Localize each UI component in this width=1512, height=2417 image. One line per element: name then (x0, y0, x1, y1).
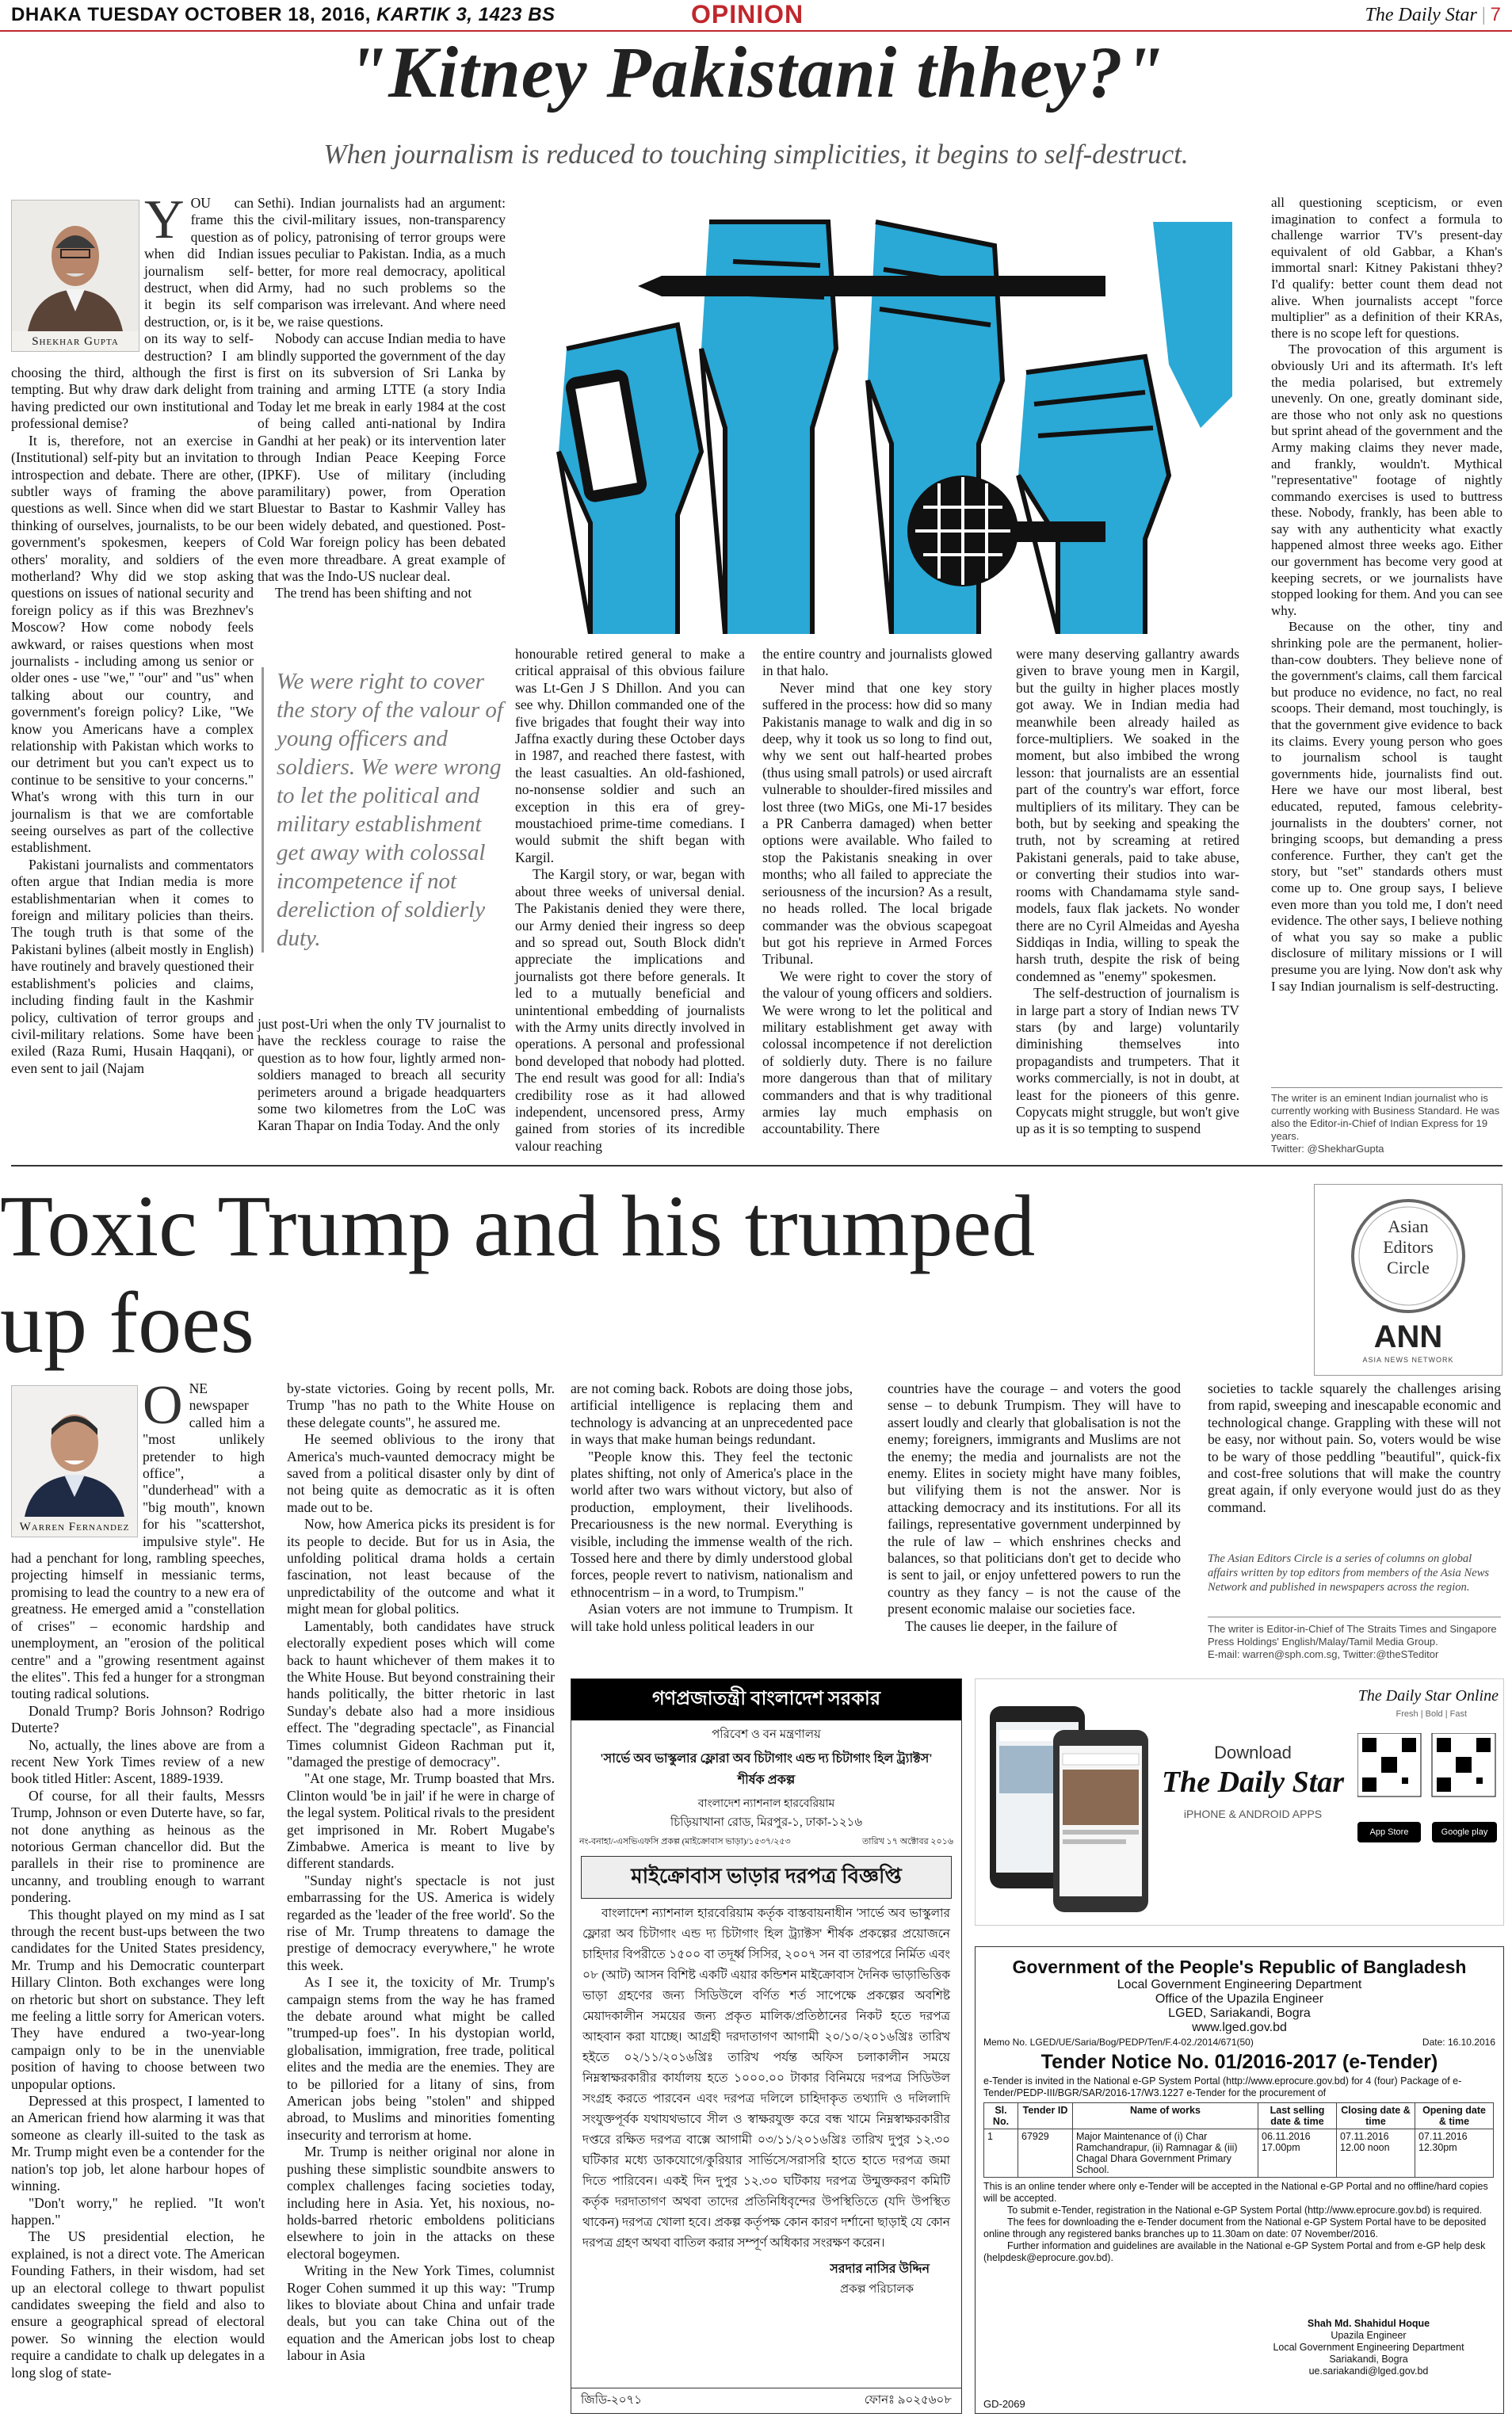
paragraph: Donald Trump? Boris Johnson? Rodrigo Duterte? (11, 1702, 265, 1736)
article2-headline (0, 1178, 1035, 1371)
ad-project: 'সার্ভে অব ভাস্কুলার ফ্লোরা অব চিটাগাং এন্ড দ্য চিটাগাং হিল ট্র্যাক্টস' (600, 1752, 933, 1766)
table-cell: 06.11.2016 17.00pm (1258, 2129, 1337, 2178)
paragraph: Writing in the New York Times, columnist Roger Cohen summed it up this way: "Trump likes to bloviate about China and unfair trade deals, but you can take China out of the equation and the American jobs lost to cheap labour in Asia (287, 2262, 555, 2364)
paragraph: Because on the other, tiny and shrinking pole are the permanent, holier-than-cow doubters. They believe none of the government's claims, call them farcical but produce no evidence, no fact, no real scoops. Their demand, most touchingly, is that the government give evidence to back its claims. Every young person who goes to journalism school is taught governments hide, journalists find out. Here we have our most liberal, best educated, reputed, famous celebrity-journalists in the doubters' corner, not bringing scoops, but demanding a press conference. Further, they can't get the story, but "set" standards others must come up to. One group says, I believe even more than you told me, I don't need evidence. The other says, I believe nothing of what you say so make a public disclosure of military missions or I will presume you are lying. Now don't ask why I say Indian journalism is self-destructing. (1271, 619, 1502, 994)
tender-paragraphs (976, 2181, 1503, 2264)
tender-table (983, 2102, 1494, 2178)
masthead-small: The Daily Star | 7 (1365, 4, 1501, 25)
ad-app-name: The Daily Star (1161, 1766, 1345, 1799)
tender-signer: Shah Md. Shahidul Hoque (1307, 2318, 1430, 2329)
note-text: The writer is Editor-in-Chief of The Straits Times and Singapore Press Holdings' English/Malay/Tamil Media Group. (1208, 1623, 1497, 1648)
pull-quote: We were right to cover the story of the valour of young officers and soldiers. We were wrong to let the political and military establishment get away with colossal incompetence if not dereliction of soldierly duty. (262, 667, 508, 953)
fists-illustration (519, 190, 1232, 634)
photo-spacer (11, 1380, 143, 1550)
logo-word: Asian (1388, 1216, 1429, 1236)
paragraph: by-state victories. Going by recent polls, Mr. Trump "has no path to the White House on these delegate counts", he assured me. (287, 1380, 555, 1430)
logo-word: Editors (1383, 1237, 1434, 1257)
paragraph: Nobody can accuse Indian media to have blindly supported the government of the day first on its subversion of Sri Lanka by training and arming LTTE (a story India Today let me break in early 1984 at the cost of being called anti-national by Indira Gandhi at her peak) or its intervention later through Indian Peace Keeping Force (IPKF). Use of military (including paramilitary) power, from Operation Bluestar to Bastar to Kashmir Valley has been widely debated, and questioned. Post-Cold War foreign policy has been debated even more threadbare. A great example of that was the Indo-US nuclear deal. (258, 330, 506, 584)
tender-signer-dept: Local Government Engineering Department (1273, 2342, 1464, 2353)
article1-column-4 (762, 646, 992, 1138)
author-note-gupta (1271, 1092, 1502, 1155)
paragraph: countries have the courage – and voters the good sense – to debunk Trumpism. They will have to assert loudly and clearly that globalisation is not the enemy; foreigners, immigrants and Muslims are not the enemy; the media and journalists are not the enemy. Elites in society might have many foibles, but vilifying them is not the answer. Nor is attacking democracy and its institutions. For all its failings, representative government underpinned by the rule of law – which enshrines checks and balances, so that politicians don't get to decide who is sent to jail, or enjoy unfettered powers to run the country as they fancy – is not the cause of the present economic malaise our societies face. (888, 1380, 1181, 1617)
paragraph: NE newspaper called him a "most unlikely pretender to high office", a "dunderhead" with a "big mouth", known for his "scattershot, impulsive style". He had a penchant for long, rambling speeches, projecting himself in messianic terms, promising to lead the country to a new era of greatness. He emerged amid a "constellation of crises" – economic hardship and unemployment, an "erosion of the political centre" and a "growing resentment against the elites". This fed a hunger for a strongman touting radical solutions. (11, 1380, 265, 1702)
paragraph: Asian voters are not immune to Trumpism. It will take hold unless political leaders in our (571, 1601, 853, 1634)
table-header: Last selling date & time (1258, 2103, 1337, 2129)
paragraph: Mr. Trump is neither original nor alone in pushing these simplistic soundbite answers to complex challenges facing societies today, including here in Asia. Yet, his noxious, no-holds-barred rhetoric emboldens politicians elsewhere to join in the attacks on these electoral bogeymen. (287, 2144, 555, 2262)
article2-column-5 (1208, 1380, 1501, 1516)
paragraph: The trend has been shifting and not (275, 585, 472, 601)
ad-top-banner: গণপ্রজাতন্ত্রী বাংলাদেশ সরকার (571, 1679, 961, 1720)
dropcap: O (143, 1375, 183, 1436)
tender-office: Office of the Upazila Engineer (1155, 1992, 1324, 2006)
article2-column-4 (888, 1380, 1181, 1635)
logo-word: Circle (1387, 1258, 1430, 1277)
byline-fernandez: Warren Fernandez (19, 1521, 130, 1533)
google-play-badge[interactable]: Google play (1432, 1822, 1497, 1842)
ad-bangla-tender (571, 1678, 962, 2414)
paragraph: We were right to cover the story of the valour of young officers and soldiers. We were wrong to let the political and military establishment get away with colossal incompetence if not dereliction of soldierly duty. There is no failure more dangerous than that of military commanders and that is why traditional armies lay much emphasis on accountability. There (762, 968, 992, 1137)
tender-para: To submit e-Tender, registration in the National e-GP System Portal (http://www.eprocure.gov.bd) is required. (1007, 2205, 1483, 2216)
asian-editors-circle-logo (1314, 1184, 1502, 1376)
tender-intro: e-Tender is invited in the National e-GP System Portal (http://www.eprocure.gov.bd) for 4 (four) Package of e-Tender/PEDP-III/BGR/SAR/2016-17/W3.1227 e-Tender for the procurement of (983, 2075, 1462, 2098)
paragraph: "At one stage, Mr. Trump boasted that Mrs. Clinton would 'be in jail' if he were in charge of the legal system. Political rivals to the president get imprisoned in Mr. Robert Mugabe's Zimbabwe. America is meant to live by different standards. (287, 1770, 555, 1872)
ad-lged-tender (975, 1946, 1504, 2414)
tender-signer-email: ue.sariakandi@lged.gov.bd (1308, 2365, 1429, 2377)
ad-app-tagline: Fresh | Bold | Fast (1396, 1709, 1467, 1719)
article1-column-6 (1271, 195, 1502, 995)
ad-footer (571, 2388, 961, 2413)
paragraph: No, actually, the lines above are from a recent New York Times review of a new book titled Hitler: Ascent, 1889-1939. (11, 1736, 265, 1787)
paragraph: The US presidential election, he explained, is not a direct vote. The American Founding Fathers, in their wisdom, had set up an electoral college to thwart populist candidates sweeping the field and also to ensure a geographical spread of electoral power. So winning the election would require a candidate to chalk up delegates in a long slog of state- (11, 2228, 265, 2381)
headline-line: Toxic Trump and his trumped (0, 1178, 1036, 1274)
paragraph: the entire country and journalists glowed in that halo. (762, 646, 992, 679)
tender-dept: Local Government Engineering Department (1117, 1978, 1362, 1991)
section-divider (11, 1165, 1502, 1166)
paragraph: "Sunday night's spectacle is not just embarrassing for the US. America is widely regarded as the 'leader of the free world'. So the rise of Mr. Trump threatens to damage the prestige of democracy everywhere," he wrote this week. (287, 1872, 555, 1973)
article1-column-2 (258, 195, 506, 602)
ad-memo-date: তারিখ ১৭ অক্টোবর ২০১৬ (862, 1837, 953, 1846)
ad-code: জিডি-২০৭১ (581, 2394, 643, 2407)
tender-signer-title: Upazila Engineer (1331, 2330, 1407, 2341)
ad-app-platforms: iPHONE & ANDROID APPS (1183, 1808, 1323, 1820)
divider (1271, 1087, 1502, 1088)
ad-app-download: Download (1214, 1743, 1292, 1762)
ad-ministry: পরিবেশ ও বন মন্ত্রণালয় (712, 1728, 821, 1741)
tender-code: GD-2069 (983, 2398, 1025, 2410)
tender-para: Further information and guidelines are available in the National e-GP System Portal and from e-GP help desk (helpdesk@eprocure.gov.bd). (983, 2240, 1486, 2263)
tender-signer-loc: Sariakandi, Bogra (1329, 2354, 1408, 2365)
paragraph: Sethi). Indian journalists had an argument: the civil-military issues, non-transparency of policy, patronising of terror groups were issues peculiar to Pakistan. India, as a much better, for more real democracy, apolitical Army, had no such problems so the comparison was irrelevant. And where need be, we raise questions. (258, 195, 506, 330)
ad-signer-title: প্রকল্প পরিচালক (840, 2283, 914, 2296)
paragraph: societies to tackle squarely the challenges arising from rapid, sweeping and inescapable economic and technological change. Grappling with these will not be easy, nor without pain. So, voters would be wise to be wary of those peddling "beautiful", quick-fix and cost-free solutions that will make the country great again, if only everyone would just do as they command. (1208, 1380, 1501, 1515)
article2-column-1 (11, 1375, 265, 2381)
logo-ann-sub: ASIA NEWS NETWORK (1362, 1356, 1454, 1364)
logo-ann: ANN (1373, 1319, 1443, 1354)
paragraph: Depressed at this prospect, I lamented to an American friend how alarming it was that someone as clearly ill-suited to the task as Mr. Trump might even be a contender for the nation's top job, let alone harbour hopes of winning. (11, 2093, 265, 2194)
app-store-badge[interactable]: App Store (1357, 1822, 1421, 1842)
tender-memo-row (976, 2035, 1503, 2049)
table-header-row (984, 2103, 1494, 2129)
note-text: The writer is an eminent Indian journalist who is currently working with Business Standard. He was also the Editor-in-Chief of Indian Express for 19 years. (1271, 1092, 1500, 1142)
table-header: Opening date & time (1415, 2103, 1494, 2129)
page-header (0, 0, 1512, 32)
tender-para: The fees for downloading the e-Tender document from the National e-GP System Portal have to be deposited online through any registered banks branches up to 11.30am on date: 07 November/2016. (983, 2217, 1487, 2239)
table-cell: 1 (984, 2129, 1018, 2178)
table-cell: 67929 (1018, 2129, 1073, 2178)
paragraph: As I see it, the toxicity of Mr. Trump's campaign stems from the way he has framed the debate around what might be called "trumped-up foes". In his dystopian world, globalisation, immigration, free trade, political elites and the media are the enemies. They are to be pilloried for a litany of sins, from American jobs being "stolen" and shipped abroad, to Muslims and minorities fomenting insecurity and terrorism at home. (287, 1974, 555, 2143)
section-label: OPINION (691, 0, 804, 29)
article1-column-1 (11, 189, 254, 1077)
tender-signature (1250, 2318, 1487, 2377)
article2-column-2 (287, 1380, 555, 2365)
dateline-city: DHAKA (11, 4, 82, 25)
ad-project-tag: শীর্ষক প্রকল্প (737, 1774, 796, 1787)
article1-column-5 (1016, 646, 1239, 1138)
paragraph: It is, therefore, not an exercise in (Institutional) self-pity but an invitation to introspection and debate. There are other, subtler ways of framing the above questions as well. Since when did we start thinking of ourselves, journalists, to be our government's spokesmen, keepers of others' morality, and soldiers of the motherland? Why did we stop asking questions on issues of national security and foreign policy as if this was Brezhnev's Moscow? How come nobody feels awkward, or raises questions when most journalists - including among us senior or older ones - use "we," "our" and "us" when talking about our country, and government's foreign policy? Like, "We know you Americans have a complex relationship with Pakistan which works to our detriment but you can't expect us to continue to be sensitive to your concerns." What's wrong with this turn in our journalism is that we are comfortable seeing ourselves as part of the collective establishment. (11, 432, 254, 856)
article1-deck: When journalism is reduced to touching simplicities, it begins to self-destruct. (323, 139, 1189, 170)
paragraph: Pakistani journalists and commentators often argue that Indian media is more establishmentarian when it comes to foreign and military policies than theirs. The tough truth is that some of the Pakistani bylines (albeit mostly in English) have routinely and bravely questioned their establishment's policies and claims, including finding fault in the Kashmir policy, cultivation of terror groups and civil-military relations. Some have been exiled (Raza Rumi, Husain Haqqani), or even sent to jail (Najam (11, 856, 254, 1076)
ad-memo-row (571, 1833, 961, 1851)
article1-column-2b (258, 1016, 506, 1135)
phone-mockup-icon (982, 1698, 1156, 1920)
table-row (984, 2129, 1494, 2178)
ad-org: বাংলাদেশ ন্যাশনাল হারবেরিয়াম (697, 1798, 835, 1810)
masthead-name: The Daily Star (1365, 5, 1477, 25)
table-cell: 07.11.2016 12.00 noon (1337, 2129, 1415, 2178)
tender-website: www.lged.gov.bd (1192, 2021, 1287, 2034)
paragraph: OU can frame this question as when did Indian journalism self-destruct, when did it begin its self destruction, or, is it on its way to self-destruction? I am choosing the third, although the first is tempting. But why draw dark delight from having predicted our own institutional and professional demise? (11, 195, 254, 432)
paragraph: The causes lie deeper, in the failure of (905, 1617, 1117, 1634)
tender-para: This is an online tender where only e-Tender will be accepted in the National e-GP Portal and no offline/hard copies will be accepted. (983, 2181, 1488, 2204)
note-twitter: Twitter: @ShekharGupta (1271, 1143, 1384, 1155)
article1-headline: "Kitney Pakistani thhey?" (347, 32, 1165, 113)
table-header: Sl. No. (984, 2103, 1018, 2129)
logo-text (1315, 1216, 1502, 1278)
page-number: 7 (1490, 4, 1501, 25)
tender-date: Date: 16.10.2016 (1422, 2037, 1495, 2048)
ad-title: মাইক্রোবাস ভাড়ার দরপত্র বিজ্ঞপ্তি (581, 1856, 952, 1899)
paragraph: Never mind that one key story suffered in the process: how did so many Pakistanis manage to walk and dig in so deep, why it took us so long to find out, why we sent out half-hearted probes (thus using small patrols) or used aircraft vulnerable to shoulder-fired missiles and lost three (two MiGs, one Mi-17 besides a PR Canberra damaged) when better options were available. Who failed to stop the Pakistanis sneaking in over months; who all failed to appreciate the seriousness of the incursion? As a result, no heads rolled. The local brigade commander was the obvious scapegoat but got his reprieve in Armed Forces Tribunal. (762, 679, 992, 968)
ad-memo: নং-বনাহা/-এসভিএফসি প্রকল্প (মাইক্রোবাস ভাড়া)/১৫৩৭/২৫৩ (579, 1837, 791, 1846)
author-note-fernandez (1208, 1623, 1501, 1661)
paragraph: "Don't worry," he replied. "It won't happen." (11, 2194, 265, 2228)
illustration-fists (519, 190, 1232, 634)
table-cell: Major Maintenance of (i) Char Ramchandrapur, (ii) Ramnagar & (iii) Chagal Dhara Government Primary School. (1073, 2129, 1258, 2178)
ad-body: বাংলাদেশ ন্যাশনাল হারবেরিয়াম কর্তৃক বাস্তবায়নাধীন 'সার্ভে অব ভাস্কুলার ফ্লোরা অব চিটাগাং এন্ড দ্য চিটাগাং হিল ট্র্যাক্টস' শীর্ষক প্রকল্পের প্রয়োজনে চাহিদার বিপরীতে ১৫০০ বা তদূর্ধ্ব সিসির, ২০০৭ সন বা তারপরে নির্মিত এবং ০৮ (আট) আসন বিশিষ্ট একটি এয়ার কন্ডিশন মাইক্রোবাস দৈনিক ভাড়াভিত্তিক ভাড়া গ্রহণের জন্য সিডিউলে বর্ণিত শর্ত সাপেক্ষে প্রকল্পের অবশিষ্ট মেয়াদকালীন সময়ের জন্য প্রকৃত মালিক/প্রতিষ্ঠানের নিকট হতে দরপত্র আহবান করা যাচ্ছে। আগ্রহী দরদাতাগণ আগামী ২০/১০/২০১৬খ্রিঃ তারিখ হইতে ০২/১১/২০১৬খ্রিঃ তারিখ পর্যন্ত অফিস চলাকালীন সময়ে নিম্নস্বাক্ষরকারীর কার্যালয় হতে ১০০০.০০ টাকার বিনিময়ে দরপত্র সিডিউল সংগ্রহ করতে পারবেন এবং দরপত্র দলিলে চাহিদাকৃত তথ্যাদি ও দলিলাদি সংযুক্তপূর্বক যথাযথভাবে সীল ও স্বাক্ষরযুক্ত করে বন্ধ খামে নিম্নস্বাক্ষরকারীর দপ্তরে রক্ষিত দরপত্র বাক্সে আগামী ০৩/১১/২০১৬খ্রিঃ তারিখ দুপুর ১২.৩০ ঘটিকার মধ্যে ডাকযোগে/কুরিয়ার সার্ভিসে/সরাসরি হাতে হাতে দরপত্র জমা দিতে পারিবেন। একই দিন দুপুর ১২.৩০ ঘটিকায় দরপত্র উন্মুক্তকরণ কমিটি কর্তৃক দরদাতাগণ অথবা তাদের প্রতিনিধিবৃন্দের উপস্থিতিতে (যদি উপস্থিত থাকেন) দরপত্র খোলা হবে। প্রকল্প কর্তৃপক্ষ কোন কারণ দর্শানো ছাড়াই যে কোন দরপত্র গ্রহণ অথবা বাতিল করার সম্পূর্ণ অধিকার সংরক্ষণ করেন। (582, 1907, 950, 2250)
tender-gov: Government of the People's Republic of Bangladesh (1012, 1957, 1467, 1977)
ad-address: চিড়িয়াখানা রোড, মিরপুর-১, ঢাকা-১২১৬ (670, 1816, 863, 1829)
article2-column-3 (571, 1380, 853, 1635)
dateline-bs: KARTIK 3, 1423 BS (376, 4, 556, 25)
tender-title: Tender Notice No. 01/2016-2017 (e-Tender) (1040, 2051, 1438, 2073)
paragraph: all questioning scepticism, or even imagination to confect a formula to challenge warrior TV's present-day equivalent of old Gabbar, a Khan's immortal snarl: Kitney Pakistani thhey? I'd qualify: better count them dead not alive. When journalists accept "force multiplier" as a definition of their KRAs, there is no scope left for questions. (1271, 195, 1502, 341)
byline-gupta: Shekhar Gupta (32, 335, 119, 348)
paragraph: "People know this. They feel the tectonic plates shifting, not only of America's place in the world after two wars without victory, but also of production, employment, their livelihoods. Precariousness is the new normal. Everything is visible, including the immense wealth of the rich. Tossed here and there by dimly understood global forces, people revert to nativism, nationalism and ethnocentrism – in a word, to Trumpism." (571, 1448, 853, 1600)
table-header: Name of works (1073, 2103, 1258, 2129)
headline-line: up foes (0, 1274, 254, 1371)
dropcap: Y (144, 189, 185, 250)
series-note: The Asian Editors Circle is a series of columns on global affairs written by top editors from members of the Asia News Network and published in newspapers across the region. (1208, 1552, 1490, 1594)
note-contact: E-mail: warren@sph.com.sg, Twitter:@theSTeditor (1208, 1648, 1439, 1660)
paragraph: Lamentably, both candidates have struck electorally expedient poses which will come back to haunt whichever of them makes it to the White House. But beyond constraining their hands politically, the bitter rhetoric in last Sunday's debate also had a more insidious effect. The "degrading spectacle", as Financial Times columnist Gideon Rachman put it, "damaged the prestige of democracy". (287, 1617, 555, 1770)
ad-app-brand: The Daily Star Online (1357, 1687, 1499, 1705)
ad-app-download (975, 1678, 1504, 1926)
article1-column-3 (515, 646, 745, 1155)
paragraph: This thought played on my mind as I sat through the recent bust-ups between the two candidates for the United States presidency, Mr. Trump and his Democratic counterpart Hillary Clinton. Both exchanges were long on rhetoric but short on substance. They left me feeling a little sorry for American voters. They have endured a two-year-long campaign only to be in the unenviable position of having to choose between two unpopular options. (11, 1906, 265, 2092)
tender-memo: Memo No. LGED/UE/Saria/Bog/PEDP/Ten/F.4-02./2014/671(50) (983, 2037, 1254, 2048)
tender-location: LGED, Sariakandi, Bogra (1168, 2007, 1311, 2020)
paragraph: The Kargil story, or war, began with about three weeks of universal denial. The Pakistanis denied they were there, our Army denied their ingress so deep and so spread out, South Block didn't appreciate the implications and journalists got there before generals. It led to a mutually beneficial and unintentional embedding of journalists with the Army units directly involved in operations. A personal and professional bond developed that nobody had plotted. The end result was good for all: India's credibility rose as it had allowed independent, uncensored press, Army gained from stories of its incredible valour reaching (515, 866, 745, 1154)
table-header: Closing date & time (1337, 2103, 1415, 2129)
paragraph: The provocation of this argument is obviously Uri and its aftermath. It's left the media polarised, but extremely unevenly. On one, greatly dominant side, are those who not only ask no questions but sprint ahead of the government and the Army making claims they never made, and frankly, wouldn't. Mythical "representative" footage of nightly commando exercises is used to buttress these. Nobody, frankly, has been able to say with any authenticity what exactly happened almost three weeks ago. Either our government has become very good at keeping secrets, or we journalists have stopped looking for them. And you can see why. (1271, 342, 1502, 618)
paragraph: were many deserving gallantry awards given to brave young men in Kargil, but the guilty in higher places mostly got away. We in Indian media had meanwhile been already hailed as force-multipliers. We soaked in the moment, but also imbibed the wrong lesson: that journalists are an essential part of the country's war effort, force multipliers of its military. They can be both, but by seeking and speaking the truth, not by screaming at retired Pakistani generals, paid to take abuse, or converting their studios into war-rooms with Chandamama style sand-models, faux flak jackets. No wonder there are no Cyril Almeidas and Ayesha Siddiqas in India, willing to speak the harsh truth, despite the risk of being condemned as "enemy" spokesmen. (1016, 646, 1239, 984)
paragraph: Of course, for all their faults, Messrs Trump, Johnson or even Duterte have, so far, not done anything as heinous as the notorious German chancellor did. But the parallels in their rise to prominence are uncanny, and troubling enough to warrant pondering. (11, 1787, 265, 1906)
dateline-date: TUESDAY OCTOBER 18, 2016, (87, 4, 371, 25)
photo-spacer (11, 195, 144, 365)
paragraph: are not coming back. Robots are doing those jobs, artificial intelligence is replacing them and technology is advancing at an unprecedented pace in ways that make human beings redundant. (571, 1380, 853, 1448)
ad-phone: ফোনঃ ৯০২৫৬০৮ (864, 2394, 952, 2407)
table-cell: 07.11.2016 12.30pm (1415, 2129, 1494, 2178)
table-header: Tender ID (1018, 2103, 1073, 2129)
qr-codes-icon (1357, 1733, 1497, 1804)
paragraph: just post-Uri when the only TV journalist to have the reckless courage to raise the question as to how four, lightly armed non-soldiers managed to breach all security perimeters around a brigade headquarters some two kilometres from the LoC was Karan Thapar on India Today. And the only (258, 1016, 506, 1134)
paragraph: The self-destruction of journalism is in large part a story of Indian news TV stars (by and large) voluntarily diminishing themselves into propagandists and trumpeters. That it works commercially, is not in doubt, at least for the pioneers of this genre. Copycats might struggle, but won't give up as it is so tempting to suspend (1016, 985, 1239, 1137)
paragraph: Now, how America picks its president is for its people to decide. But for us in Asia, the unfolding political drama holds a certain fascination, not least because of the unpredictability of the outcome and what it might mean for global politics. (287, 1516, 555, 1617)
ad-signer: সরদার নাসির উদ্দিন (830, 2262, 930, 2276)
dateline (11, 4, 556, 26)
paragraph: honourable retired general to make a critical appraisal of this obvious failure was Lt-Gen J S Dhillon. And you can see why. Dhillon commanded one of the five brigades that fought their way into Jaffna exactly during these October days in 1987, and reached there fastest, with the least casualties. An old-fashioned, no-nonsense soldier and such an exception in this era of grey-moustachioed prime-time comedians. I would submit the shift began with Kargil. (515, 646, 745, 865)
paragraph: He seemed oblivious to the irony that America's much-vaunted democracy might be saved from a political disaster only by dint of not being quite as democratic as it is often made out to be. (287, 1431, 555, 1515)
